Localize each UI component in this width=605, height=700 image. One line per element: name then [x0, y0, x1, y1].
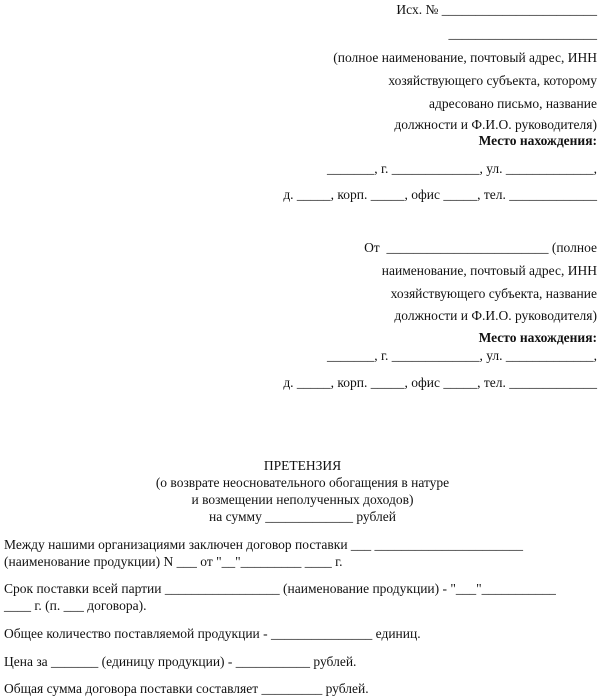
body-paragraph: Общее количество поставляемой продукции - _______________ единиц.: [4, 626, 421, 641]
recipient-location-heading: Место нахождения:: [478, 133, 597, 148]
recipient-address-line: д. _____, корп. _____, офис _____, тел. _____________: [283, 187, 597, 202]
recipient-address-line: _______, г. _____________, ул. _____________,: [326, 161, 597, 176]
body-paragraph: Между нашими организациями заключен договор поставки ___ ______________________: [4, 537, 524, 552]
body-paragraph: Общая сумма договора поставки составляет _________ рублей.: [4, 681, 369, 696]
body-paragraph: Цена за _______ (единицу продукции) - ___________ рублей.: [4, 654, 357, 669]
recipient-line: должности и Ф.И.О. руководителя): [394, 117, 597, 132]
sender-address-line: д. _____, корп. _____, офис _____, тел. _____________: [283, 375, 597, 390]
sender-line: хозяйствующего субъекта, название: [390, 286, 597, 301]
sender-from-line: От ________________________ (полное: [364, 240, 597, 255]
recipient-blank-line: ______________________: [448, 26, 597, 41]
recipient-line: (полное наименование, почтовый адрес, ИНН: [333, 50, 597, 65]
recipient-line: хозяйствующего субъекта, которому: [388, 73, 597, 88]
outgoing-number: Исх. № _______________________: [396, 2, 597, 17]
body-paragraph: ____ г. (п. ___ договора).: [4, 598, 147, 613]
sender-address-line: _______, г. _____________, ул. _____________,: [326, 348, 597, 363]
claim-amount: на сумму _____________ рублей: [209, 509, 396, 524]
sender-line: должности и Ф.И.О. руководителя): [394, 308, 597, 323]
sender-location-heading: Место нахождения:: [478, 330, 597, 345]
body-paragraph: Срок поставки всей партии _________________ (наименование продукции) - "___"___________: [4, 581, 556, 596]
claim-title: ПРЕТЕНЗИЯ: [263, 458, 342, 473]
claim-subtitle: и возмещении неполученных доходов): [191, 492, 414, 507]
sender-line: наименование, почтовый адрес, ИНН: [381, 263, 597, 278]
claim-subtitle: (о возврате неосновательного обогащения в натуре: [155, 475, 450, 490]
body-paragraph: (наименование продукции) N ___ от "__"_________ ____ г.: [4, 554, 343, 569]
recipient-line: адресовано письмо, название: [428, 96, 597, 111]
